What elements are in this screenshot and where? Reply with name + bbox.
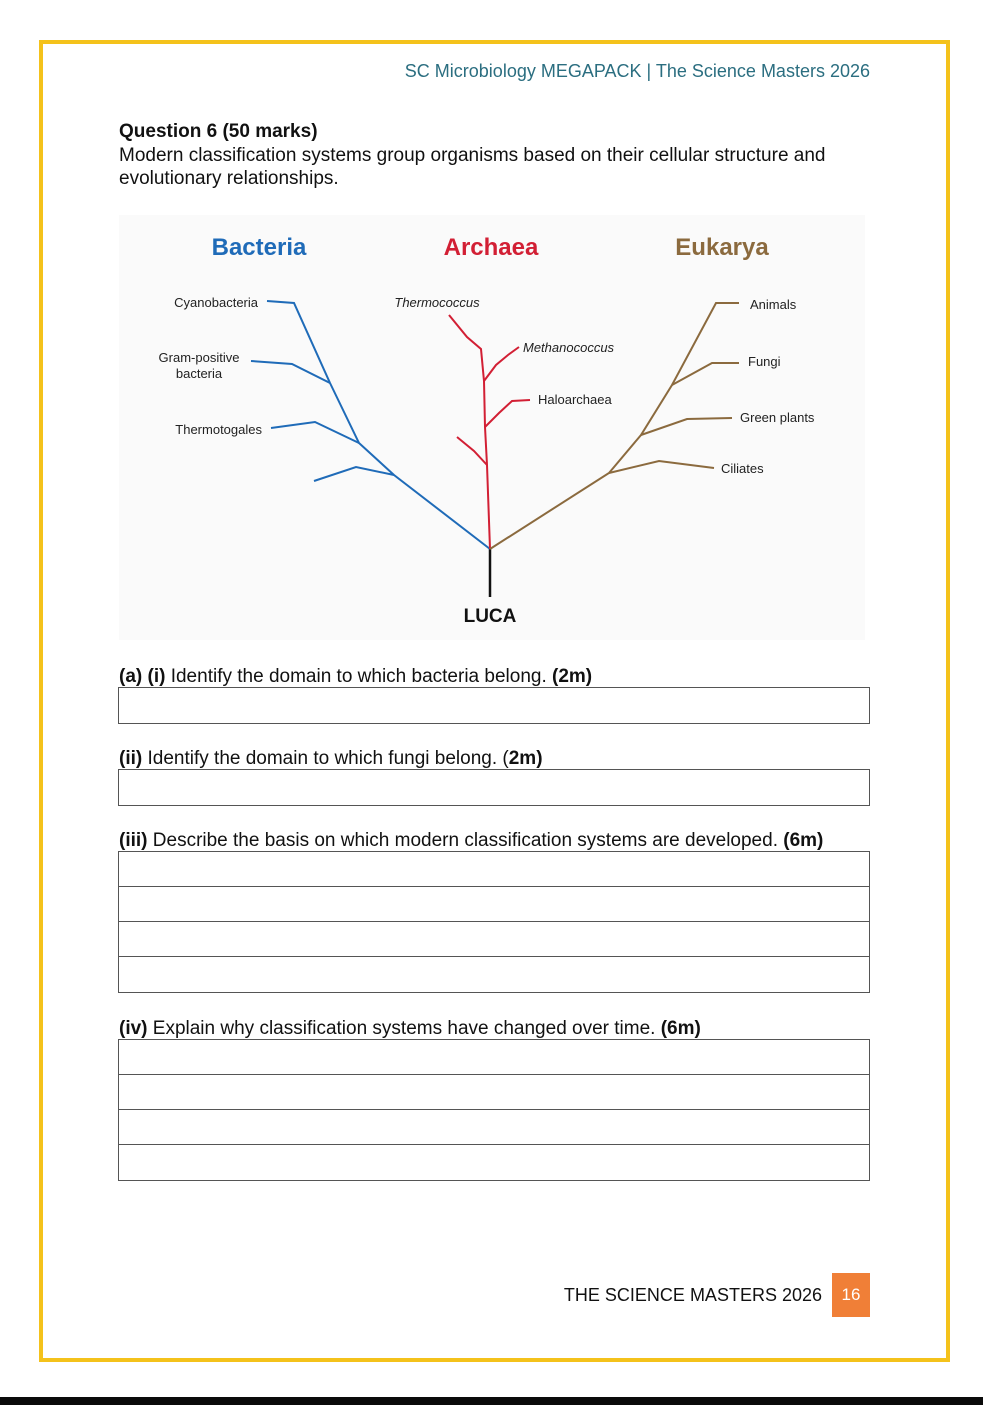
answer-line[interactable] xyxy=(119,887,869,922)
part-marks: (6m) xyxy=(783,830,824,851)
question-part-a-ii xyxy=(119,748,543,770)
answer-box-a-iii[interactable] xyxy=(118,851,870,993)
part-marks: (6m) xyxy=(660,1018,701,1039)
archaea-methanococcus-branch xyxy=(484,347,519,381)
footer-title: THE SCIENCE MASTERS 2026 xyxy=(563,1285,822,1305)
part-text: Explain why classification systems have changed over time. xyxy=(147,1018,661,1039)
bottom-bar xyxy=(0,1397,983,1405)
page-number-badge: 16 xyxy=(832,1273,870,1317)
bacteria-thermotogales-branch xyxy=(271,422,359,443)
answer-line[interactable] xyxy=(119,852,869,887)
bacteria-branch xyxy=(251,301,490,549)
answer-box-a-iv[interactable] xyxy=(118,1039,870,1181)
leaf-thermococcus: Thermococcus xyxy=(394,295,480,310)
question-title: Question 6 (50 marks) xyxy=(119,121,318,142)
bacteria-main-lineage xyxy=(267,301,490,549)
part-number: (iv) xyxy=(119,1018,148,1039)
bacteria-gram-positive-branch xyxy=(251,361,330,383)
part-number: (iii) xyxy=(119,830,148,851)
part-marks: (2m) xyxy=(552,666,593,687)
leaf-haloarchaea: Haloarchaea xyxy=(538,392,612,407)
leaf-methanococcus: Methanococcus xyxy=(523,340,615,355)
leaf-cyanobacteria: Cyanobacteria xyxy=(174,295,258,310)
domain-label-bacteria: Bacteria xyxy=(211,234,307,261)
answer-line[interactable] xyxy=(119,1145,869,1180)
phylogenetic-tree xyxy=(119,215,865,640)
archaea-main-lineage xyxy=(449,315,490,549)
domain-label-archaea: Archaea xyxy=(443,234,539,261)
answer-line[interactable] xyxy=(119,922,869,957)
part-number: (ii) xyxy=(119,748,143,769)
header-title: SC Microbiology MEGAPACK | The Science Masters 2026 xyxy=(404,61,870,81)
answer-line[interactable] xyxy=(119,1075,869,1110)
answer-box-a-ii[interactable] xyxy=(118,769,870,806)
phylogenetic-tree-figure xyxy=(119,215,865,640)
archaea-branch xyxy=(449,315,530,549)
part-text: Identify the domain to which fungi belong. ( xyxy=(142,748,509,769)
leaf-ciliates: Ciliates xyxy=(721,461,764,476)
answer-line[interactable] xyxy=(119,1110,869,1145)
question-part-a-i xyxy=(119,666,592,688)
archaea-haloarchaea-branch xyxy=(485,400,530,427)
eukarya-green-plants-branch xyxy=(641,418,732,435)
part-text: Describe the basis on which modern classification systems are developed. xyxy=(147,830,784,851)
part-number: (a) (i) xyxy=(119,666,166,687)
leaf-gram-positive: Gram-positive xyxy=(158,350,240,365)
answer-line[interactable] xyxy=(119,688,869,723)
bacteria-unlabeled-branch xyxy=(314,467,394,481)
answer-box-a-i[interactable] xyxy=(118,687,870,724)
eukarya-ciliates-branch xyxy=(609,461,714,473)
part-marks: 2m) xyxy=(508,748,543,769)
question-part-a-iii xyxy=(119,830,823,852)
answer-line[interactable] xyxy=(119,957,869,992)
leaf-fungi: Fungi xyxy=(748,354,781,369)
leaf-gram-positive-line2: bacteria xyxy=(175,366,223,381)
leaf-thermotogales: Thermotogales xyxy=(175,422,262,437)
part-text: Identify the domain to which bacteria belong. xyxy=(165,666,553,687)
leaf-animals: Animals xyxy=(750,297,797,312)
archaea-unlabeled-branch xyxy=(457,437,487,465)
leaf-green-plants: Green plants xyxy=(740,410,815,425)
root-label-luca: LUCA xyxy=(463,606,517,627)
answer-line[interactable] xyxy=(119,770,869,805)
domain-label-eukarya: Eukarya xyxy=(675,234,769,261)
question-part-a-iv xyxy=(119,1018,701,1040)
question-intro: Modern classification systems group organisms based on their cellular structure and evolutionary relationships. xyxy=(119,145,826,189)
answer-line[interactable] xyxy=(119,1040,869,1075)
